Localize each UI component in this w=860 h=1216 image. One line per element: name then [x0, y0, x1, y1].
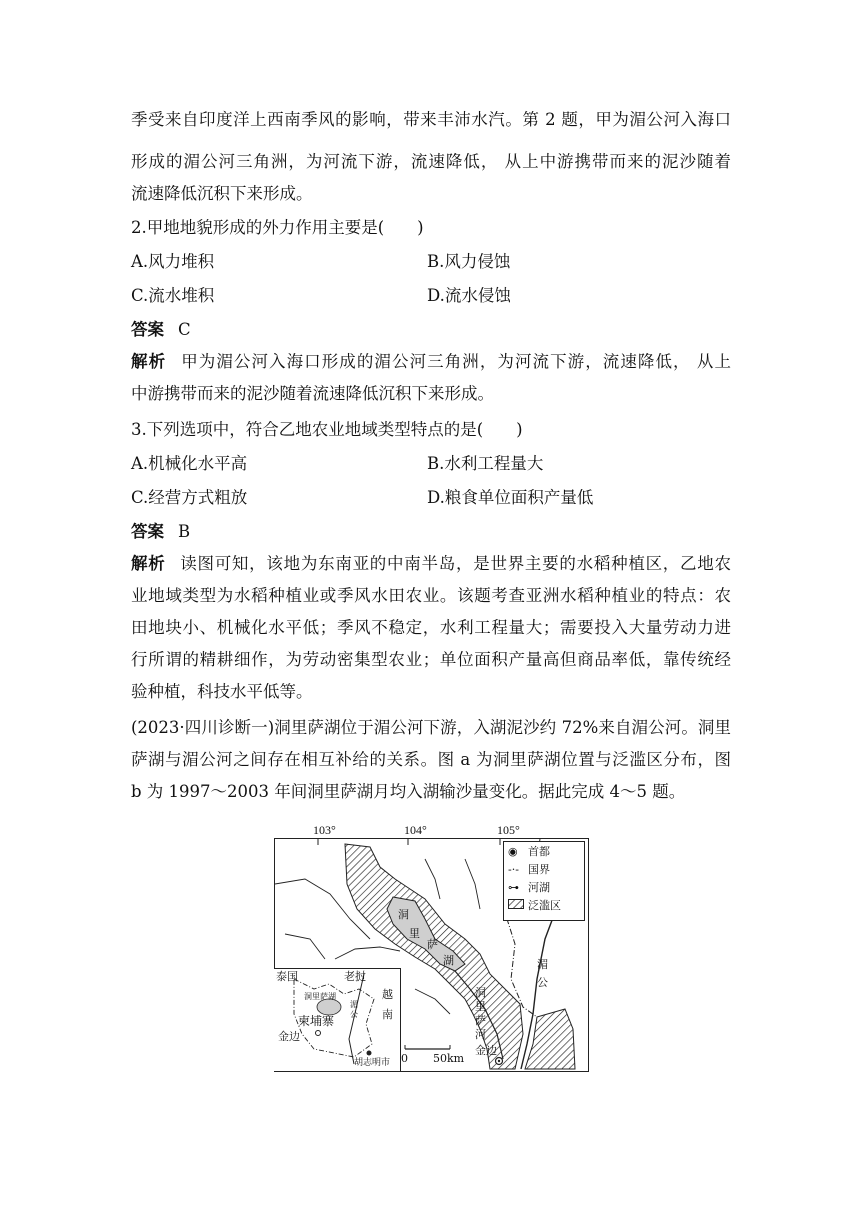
- question-2-stem: 2.甲地地貌形成的外力作用主要是( ): [131, 218, 424, 237]
- q3-options-row-1: [131, 450, 731, 478]
- analysis-label: 解析: [131, 352, 167, 371]
- q2-options-row-1: [131, 248, 731, 276]
- mekong-label: 公: [537, 976, 548, 989]
- answer-label: 答案: [131, 522, 164, 541]
- lake-label: 湖: [443, 954, 454, 967]
- q3-option-b: B.水利工程量大: [427, 454, 544, 473]
- label-vietnam: 南: [382, 1008, 393, 1021]
- map-legend: [503, 841, 585, 921]
- q3-option-c: C.经营方式粗放: [131, 488, 248, 507]
- label-inset-mekong: 湄: [350, 1000, 358, 1009]
- legend-flood: 泛滥区: [508, 898, 561, 914]
- river-label: 里: [475, 1000, 486, 1013]
- phnom-penh-label: 金边: [475, 1044, 497, 1057]
- lake-label: 洞: [398, 908, 409, 921]
- q2-analysis-line: 中游携带而来的泥沙随着流速降低沉积下来形成。: [131, 384, 494, 403]
- label-inset-lake: 洞里萨湖: [304, 992, 336, 1001]
- capital-icon: ◉: [508, 845, 518, 858]
- q2-answer: [131, 316, 731, 344]
- longitude-label: 105°: [497, 823, 520, 837]
- label-inset-phnom-penh: 金边: [278, 1030, 300, 1043]
- q2-analysis-line: 解析 甲为湄公河入海口形成的湄公河三角洲，为河流下游，流速降低， 从上: [131, 352, 732, 371]
- answer-value: B: [178, 522, 191, 541]
- answer-value: C: [178, 320, 191, 339]
- intro-line: b 为 1997～2003 年间洞里萨湖月均入湖输沙量变化。据此完成 4～5 题。: [131, 782, 686, 801]
- label-cambodia: 柬埔寨: [298, 1014, 335, 1028]
- q2-options-row-2: [131, 282, 731, 310]
- river-icon: ⊶: [508, 881, 519, 894]
- label-inset-mekong: 公: [350, 1010, 358, 1019]
- river-label: 萨: [475, 1014, 486, 1027]
- longitude-label: 103°: [313, 823, 336, 837]
- label-vietnam: 越: [382, 988, 393, 1001]
- q2-option-a: A.风力堆积: [131, 252, 215, 271]
- q3-analysis-line: 行所谓的精耕细作，为劳动密集型农业；单位面积产量高但商品率低，靠传统经: [131, 650, 731, 669]
- flood-hatch-icon: [508, 898, 528, 914]
- q3-answer: [131, 518, 731, 546]
- q3-options-row-2: [131, 484, 731, 512]
- inset-map: [274, 968, 401, 1071]
- q3-option-a: A.机械化水平高: [131, 454, 248, 473]
- intro-line: (2023·四川诊断一)洞里萨湖位于湄公河下游，入湖泥沙约 72%来自湄公河。洞里: [131, 718, 731, 737]
- paragraph-line: 季受来自印度洋上西南季风的影响，带来丰沛水汽。第 2 题，甲为湄公河入海口: [131, 110, 731, 129]
- longitude-label: 104°: [404, 823, 427, 837]
- q3-analysis-line: 田地块小、机械化水平低；季风不稳定，水利工程量大；需要投入大量劳动力进: [131, 618, 731, 637]
- question-3-stem: 3.下列选项中，符合乙地农业地域类型特点的是( ): [131, 420, 523, 439]
- q3-analysis-line: 业地域类型为水稻种植业或季风水田农业。该题考查亚洲水稻种植业的特点：农: [131, 586, 731, 605]
- scale-zero: 0: [401, 1052, 408, 1065]
- label-thailand: 泰国: [276, 970, 298, 983]
- lake-label: 萨: [427, 938, 438, 951]
- river-label: 洞: [475, 986, 486, 999]
- q3-option-d: D.粮食单位面积产量低: [427, 488, 594, 507]
- paragraph-line: 流速降低沉积下来形成。: [131, 184, 313, 203]
- legend-capital: ◉ 首都: [508, 845, 550, 858]
- answer-label: 答案: [131, 320, 164, 339]
- legend-river: ⊶ 河湖: [508, 881, 550, 894]
- lake-label: 里: [409, 927, 420, 940]
- label-laos: 老挝: [344, 970, 366, 983]
- q3-analysis-line: 验种植，科技水平低等。: [131, 682, 313, 701]
- intro-line: 萨湖与湄公河之间存在相互补给的关系。图 a 为洞里萨湖位置与泛滥区分布，图: [131, 750, 731, 769]
- q2-option-d: D.流水侵蚀: [427, 286, 511, 305]
- border-icon: -·-: [508, 863, 519, 876]
- river-label: 河: [475, 1028, 486, 1041]
- scale-label: 50km: [433, 1052, 465, 1065]
- legend-border: -·- 国界: [508, 863, 550, 876]
- q2-option-b: B.风力侵蚀: [427, 252, 511, 271]
- paragraph-line: 形成的湄公河三角洲，为河流下游，流速降低， 从上中游携带而来的泥沙随着: [131, 152, 731, 171]
- q2-option-c: C.流水堆积: [131, 286, 215, 305]
- mekong-label: 湄: [537, 958, 548, 971]
- label-hcm-city: 胡志明市: [354, 1058, 391, 1068]
- q3-analysis-line: 解析 读图可知，该地为东南亚的中南半岛，是世界主要的水稻种植区，乙地农: [131, 554, 732, 573]
- analysis-label: 解析: [131, 554, 166, 573]
